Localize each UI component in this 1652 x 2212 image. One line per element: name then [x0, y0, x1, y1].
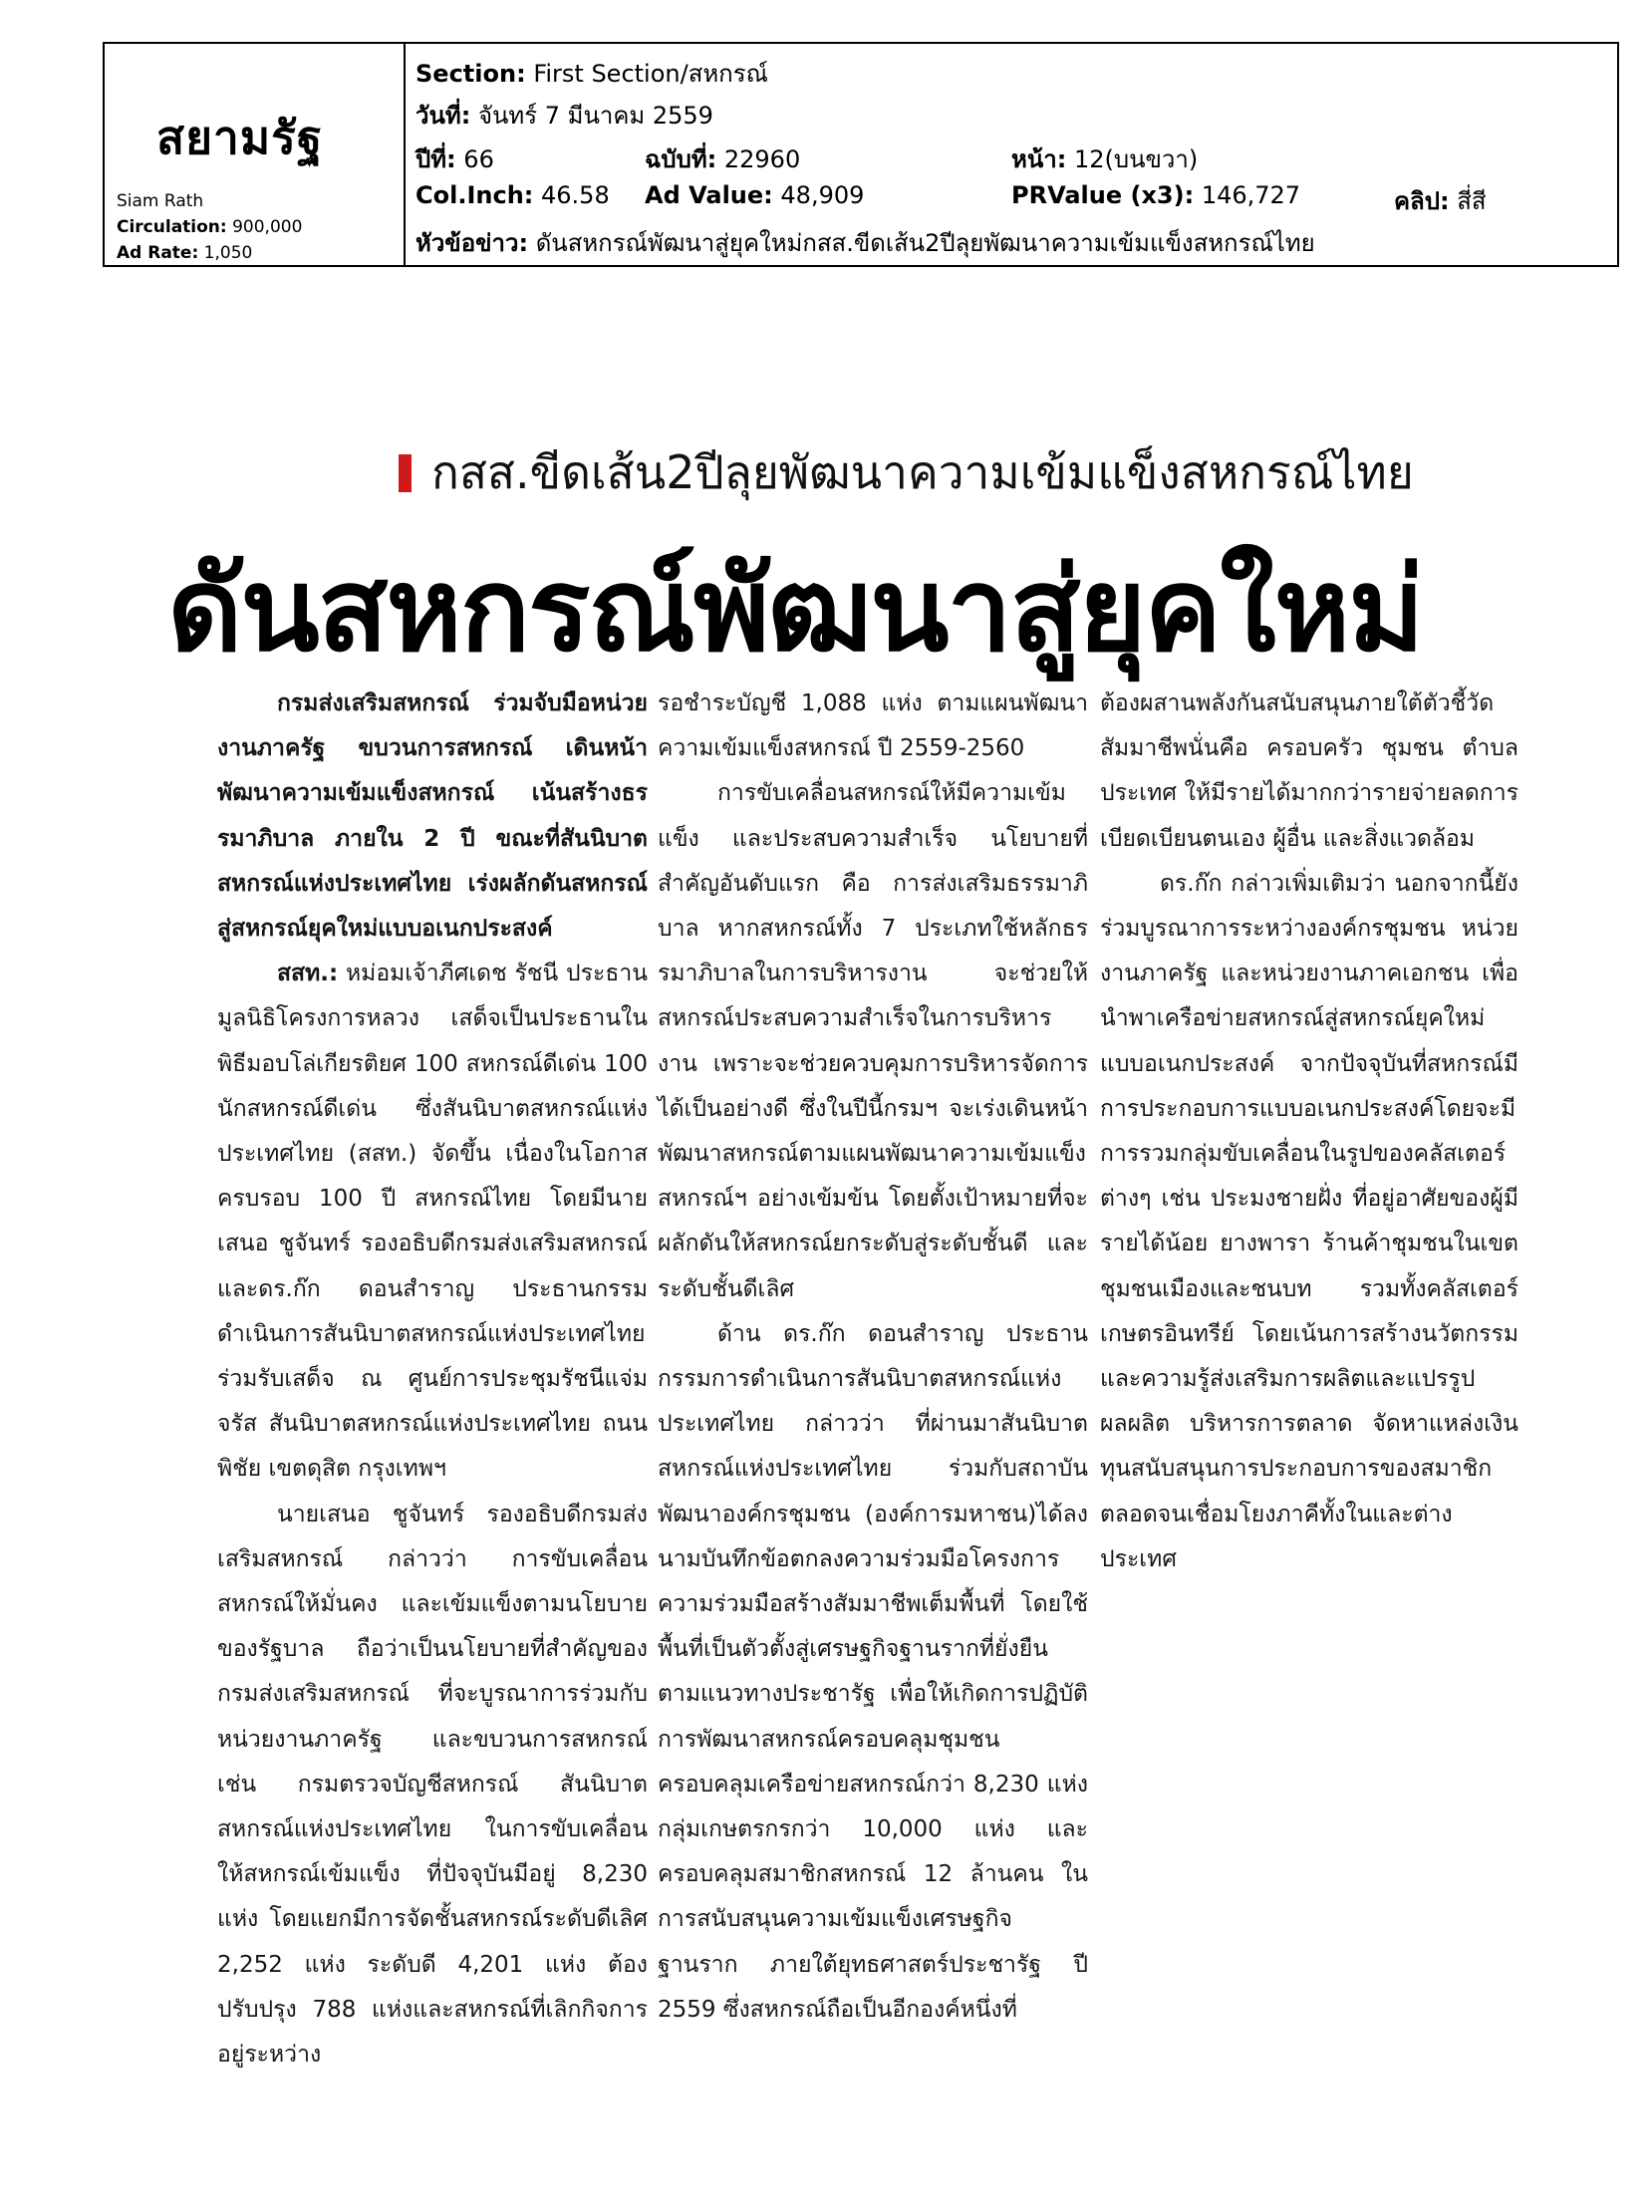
clip-value: สี่สี — [1457, 187, 1487, 215]
article-paragraph-3: การขับเคลื่อนสหกรณ์ให้มีความเข้มแข็ง และประสบความสำเร็จ นโยบายที่สำคัญอันดับแรก คือ การส่งเสริมธรรมาภิบาล หากสหกรณ์ทั้ง 7 ประเภทใช้หลักธรรมาภิบาลในการบริหารงาน จะช่วยให้สหกรณ์ประสบความสำเร็จในการบริหารงาน เพราะจะช่วยควบคุมการบริหารจัดการได้เป็นอย่างดี ซึ่งในปีนี้กรมฯ จะเร่งเดินหน้าพัฒนาสหกรณ์ตามแผนพัฒนาความเข้มแข็งสหกรณ์ฯ อย่างเข้มข้น โดยตั้งเป้าหมายที่จะผลักดันให้สหกรณ์ยกระดับสู่ระดับชั้นดี และระดับชั้นดีเลิศ — [658, 780, 1088, 1302]
article-kicker — [399, 436, 1414, 509]
article-column-1 — [217, 682, 648, 2077]
article-headline: ดันสหกรณ์พัฒนาสู่ยุคใหม่ — [167, 543, 1423, 678]
article-column-3 — [1100, 682, 1518, 1582]
date-value: จันทร์ 7 มีนาคม 2559 — [477, 102, 713, 130]
article-paragraph-5: ดร.ก๊ก กล่าวเพิ่มเติมว่า นอกจากนี้ยังร่วมบูรณาการระหว่างองค์กรชุมชน หน่วยงานภาครัฐ และหน่วยงานภาคเอกชน เพื่อนำพาเครือข่ายสหกรณ์สู่สหกรณ์ยุคใหม่แบบอเนกประสงค์ จากปัจจุบันที่สหกรณ์มีการประกอบการแบบอเนกประสงค์โดยจะมีการรวมกลุ่มขับเคลื่อนในรูปของคลัสเตอร์ต่างๆ เช่น ประมงชายฝั่ง ที่อยู่อาศัยของผู้มีรายได้น้อย ยางพารา ร้านค้าชุมชนในเขตชุมชนเมืองและชนบท รวมทั้งคลัสเตอร์เกษตรอินทรีย์ โดยเน้นการสร้างนวัตกรรมและความรู้ส่งเสริมการผลิตและแปรรูปผลผลิต บริหารการตลาด จัดหาแหล่งเงินทุนสนับสนุนการประกอบการของสมาชิกตลอดจนเชื่อมโยงภาคีทั้งในและต่างประเทศ — [1100, 870, 1518, 1572]
issue-value: 22960 — [723, 145, 801, 173]
headline-row: หัวข้อข่าว: ดันสหกรณ์พัฒนาสู่ยุคใหม่กสส.ขีดเส้น2ปีลุยพัฒนาความเข้มแข็งสหกรณ์ไทย — [415, 229, 1315, 257]
article-column-2 — [658, 682, 1088, 2033]
ad-rate-line: Ad Rate: 1,050 — [117, 243, 253, 263]
article-lead: กรมส่งเสริมสหกรณ์ ร่วมจับมือหน่วยงานภาครัฐ ขบวนการสหกรณ์ เดินหน้าพัฒนาความเข้มแข็งสหกรณ์ เน้นสร้างธรรมาภิบาล ภายใน 2 ปี ขณะที่สันนิบาตสหกรณ์แห่งประเทศไทย เร่งผลักดันสหกรณ์สู่สหกรณ์ยุคใหม่แบบอเนกประสงค์ — [217, 691, 648, 943]
colinch-value: 46.58 — [541, 181, 610, 209]
year-value: 66 — [463, 145, 494, 173]
page-value: 12(บนขวา) — [1073, 145, 1199, 173]
clipping-info-box — [103, 42, 1619, 267]
kicker-text: กสส.ขีดเส้น2ปีลุยพัฒนาความเข้มแข็งสหกรณ์ไทย — [431, 445, 1414, 499]
prvalue-value: 146,727 — [1201, 181, 1301, 209]
article-paragraph-2: นายเสนอ ชูจันทร์ รองอธิบดีกรมส่งเสริมสหกรณ์ กล่าวว่า การขับเคลื่อนสหกรณ์ให้มั่นคง และเข้มแข็งตามนโยบายของรัฐบาล ถือว่าเป็นนโยบายที่สำคัญของกรมส่งเสริมสหกรณ์ ที่จะบูรณาการร่วมกับหน่วยงานภาครัฐ และขบวนการสหกรณ์ เช่น กรมตรวจบัญชีสหกรณ์ สันนิบาตสหกรณ์แห่งประเทศไทย ในการขับเคลื่อนให้สหกรณ์เข้มแข็ง ที่ปัจจุบันมีอยู่ 8,230 แห่ง โดยแยกมีการจัดชั้นสหกรณ์ระดับดีเลิศ 2,252 แห่ง ระดับดี 4,201 แห่ง ต้องปรับปรุง 788 แห่งและสหกรณ์ที่เลิกกิจการอยู่ระหว่าง — [217, 1501, 648, 2069]
article-paragraph-4: ด้าน ดร.ก๊ก ดอนสำราญ ประธานกรรมการดำเนินการสันนิบาตสหกรณ์แห่งประเทศไทย กล่าวว่า ที่ผ่านมาสันนิบาตสหกรณ์แห่งประเทศไทย ร่วมกับสถาบันพัฒนาองค์กรชุมชน (องค์การมหาชน)ได้ลงนามบันทึกข้อตกลงความร่วมมือโครงการความร่วมมือสร้างสัมมาชีพเต็มพื้นที่ โดยใช้พื้นที่เป็นตัวตั้งสู่เศรษฐกิจฐานรากที่ยั่งยืน ตามแนวทางประชารัฐ เพื่อให้เกิดการปฏิบัติการพัฒนาสหกรณ์ครอบคลุมชุมชนครอบคลุมเครือข่ายสหกรณ์กว่า 8,230 แห่ง กลุ่มเกษตรกรกว่า 10,000 แห่ง และครอบคลุมสมาชิกสหกรณ์ 12 ล้านคน ในการสนับสนุนความเข้มแข็งเศรษฐกิจฐานราก ภายใต้ยุทธศาสตร์ประชารัฐ ปี 2559 ซึ่งสหกรณ์ถือเป็นอีกองค์หนึ่งที่ — [658, 1320, 1088, 2023]
ad-rate-value: 1,050 — [203, 243, 253, 263]
kicker-bullet-icon — [399, 454, 412, 492]
date-row: วันที่: จันทร์ 7 มีนาคม 2559 — [415, 102, 713, 130]
dateline: สสท.: — [277, 961, 339, 987]
circulation-value: 900,000 — [232, 217, 303, 237]
headline-value: ดันสหกรณ์พัฒนาสู่ยุคใหม่กสส.ขีดเส้น2ปีลุยพัฒนาความเข้มแข็งสหกรณ์ไทย — [535, 229, 1315, 257]
section-value: First Section/สหกรณ์ — [533, 60, 768, 88]
publication-name-en: Siam Rath — [117, 191, 204, 211]
issue-row: ปีที่: 66 ฉบับที่: 22960 หน้า: 12(บนขวา) — [415, 145, 1199, 173]
value-row: Col.Inch: 46.58 Ad Value: 48,909 PRValue (x3): 146,727 คลิป: สี่สี — [415, 181, 1487, 215]
publication-logo: สยามรัฐ — [156, 111, 324, 164]
article-paragraph-2-cont: รอชำระบัญชี 1,088 แห่ง ตามแผนพัฒนาความเข้มแข็งสหกรณ์ ปี 2559-2560 — [658, 691, 1088, 762]
circulation-line: Circulation: 900,000 — [117, 217, 303, 237]
advalue-value: 48,909 — [780, 181, 865, 209]
article-paragraph-1: สสท.: หม่อมเจ้าภีศเดช รัชนี ประธานมูลนิธิโครงการหลวง เสด็จเป็นประธานในพิธีมอบโล่เกียรติยศ 100 สหกรณ์ดีเด่น 100 นักสหกรณ์ดีเด่น ซึ่งสันนิบาตสหกรณ์แห่งประเทศไทย (สสท.) จัดขึ้น เนื่องในโอกาสครบรอบ 100 ปี สหกรณ์ไทย โดยมีนายเสนอ ชูจันทร์ รองอธิบดีกรมส่งเสริมสหกรณ์ และดร.ก๊ก ดอนสำราญ ประธานกรรมดำเนินการสันนิบาตสหกรณ์แห่งประเทศไทย ร่วมรับเสด็จ ณ ศูนย์การประชุมรัชนีแจ่มจรัส สันนิบาตสหกรณ์แห่งประเทศไทย ถนนพิชัย เขตดุสิต กรุงเทพฯ — [217, 961, 648, 1483]
article-paragraph-4-cont: ต้องผสานพลังกันสนับสนุนภายใต้ตัวชี้วัดสัมมาชีพนั่นคือ ครอบครัว ชุมชน ตำบล ประเทศ ให้มีรายได้มากกว่ารายจ่ายลดการเบียดเบียนตนเอง ผู้อื่น และสิ่งแวดล้อม — [1100, 691, 1518, 852]
publication-logo-cell — [105, 44, 406, 265]
section-row: Section: First Section/สหกรณ์ — [415, 60, 768, 88]
